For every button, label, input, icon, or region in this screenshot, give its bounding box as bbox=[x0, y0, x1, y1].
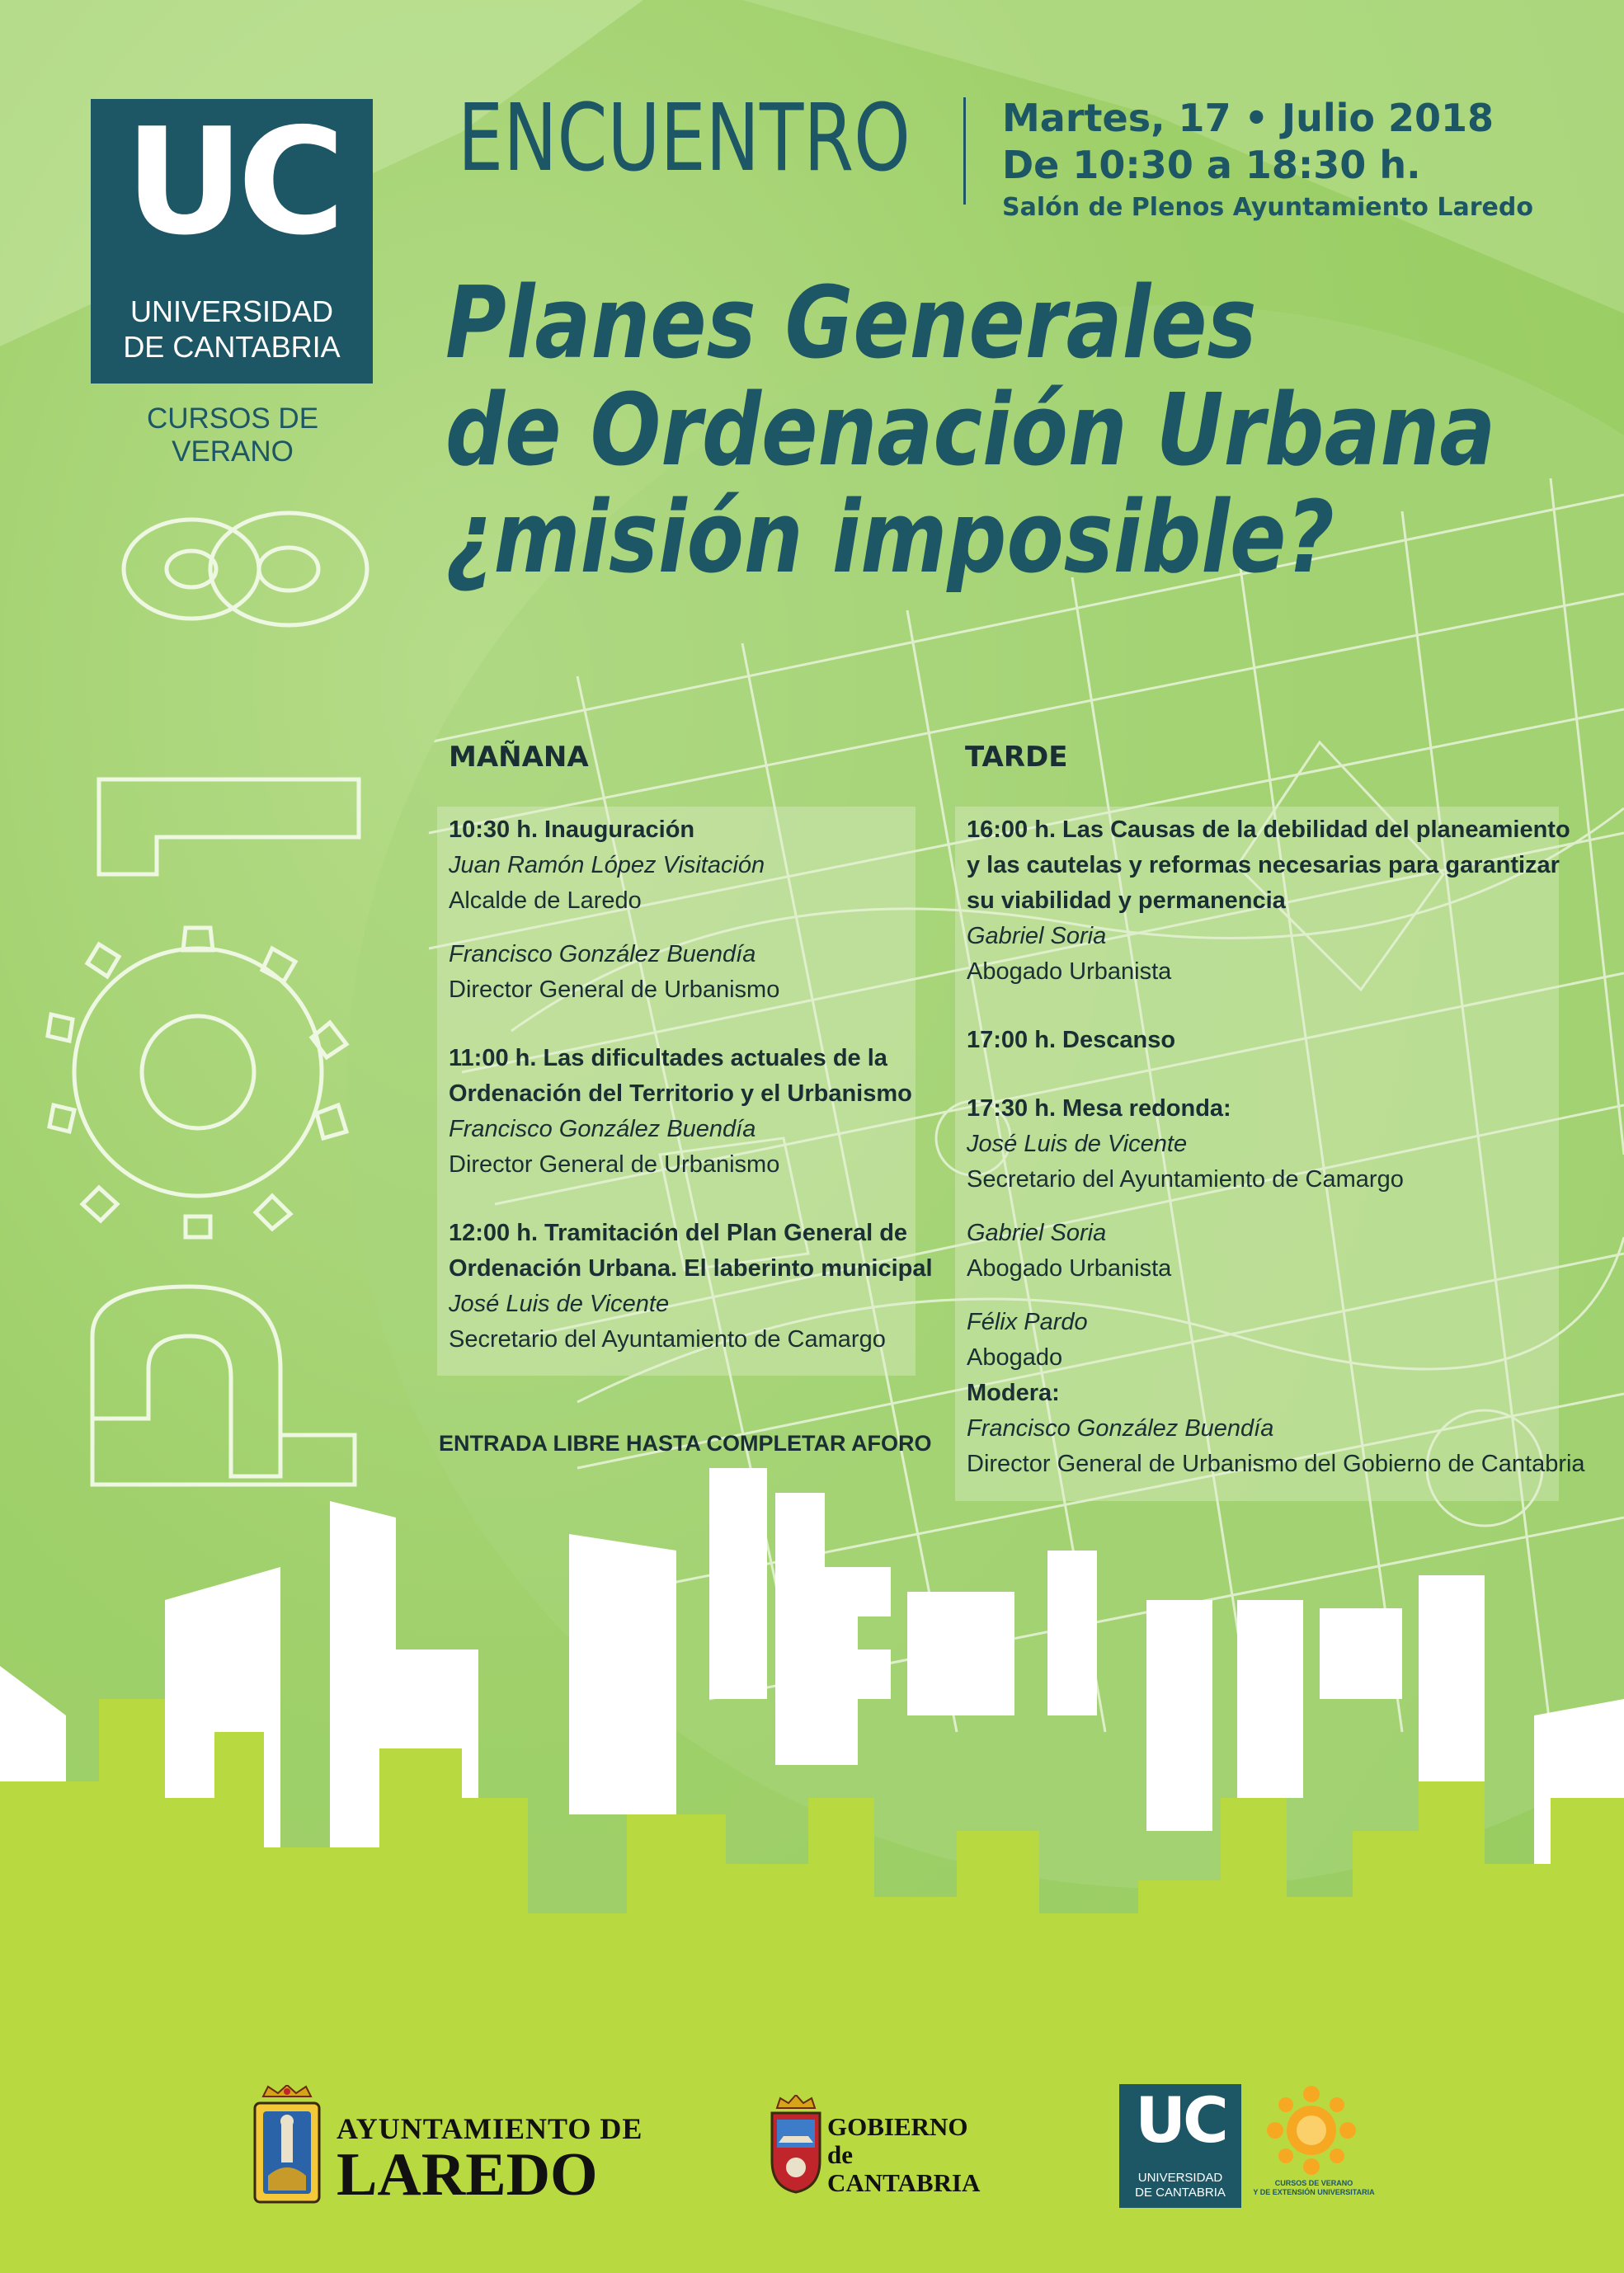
gob-line3: CANTABRIA bbox=[827, 2168, 981, 2197]
speaker-name: Gabriel Soria bbox=[967, 1220, 1107, 1246]
gob-line2: de bbox=[827, 2140, 853, 2169]
session-title: 17:00 h. Descanso bbox=[967, 1027, 1176, 1053]
uc-logo bbox=[91, 96, 373, 384]
event-venue: Salón de Plenos Ayuntamiento Laredo bbox=[1002, 193, 1533, 222]
sun-logo-icon bbox=[1254, 2082, 1369, 2180]
morning-heading: MAÑANA bbox=[449, 741, 589, 774]
uc-footer-line1: UNIVERSIDAD bbox=[1137, 2171, 1223, 2185]
session-title: Ordenación del Territorio y el Urbanismo bbox=[449, 1080, 912, 1107]
session-title: 16:00 h. Las Causas de la debilidad del planeamiento bbox=[967, 816, 1570, 843]
speaker-name: Gabriel Soria bbox=[967, 923, 1107, 949]
uc-footer-logo bbox=[1119, 2084, 1241, 2208]
uc-logo-letters: UC bbox=[125, 96, 339, 267]
speaker-role: Abogado Urbanista bbox=[967, 1255, 1172, 1282]
sun-caption-line1: CURSOS DE VERANO bbox=[1274, 2179, 1353, 2187]
speaker-role: Alcalde de Laredo bbox=[449, 887, 642, 914]
moderator-role: Director General de Urbanismo del Gobierno de Cantabria bbox=[967, 1451, 1585, 1477]
event-details bbox=[1002, 95, 1533, 227]
session-title: Ordenación Urbana. El laberinto municipal bbox=[449, 1255, 933, 1282]
event-date: Martes, 17 • Julio 2018 bbox=[1002, 96, 1495, 140]
uc-logo-name-line2: DE CANTABRIA bbox=[123, 330, 341, 364]
session-title: 12:00 h. Tramitación del Plan General de bbox=[449, 1220, 908, 1246]
cantabria-wordmark bbox=[827, 2113, 980, 2197]
laredo-wordmark bbox=[337, 2111, 643, 2209]
sun-caption-line2: Y DE EXTENSIÓN UNIVERSITARIA bbox=[1253, 2188, 1375, 2196]
moderator-label: Modera: bbox=[967, 1380, 1060, 1406]
afternoon-heading: TARDE bbox=[965, 741, 1068, 774]
uc-logo-subtitle: CURSOS DE VERANO bbox=[146, 402, 319, 468]
speaker-role: Abogado Urbanista bbox=[967, 958, 1172, 985]
speaker-name: José Luis de Vicente bbox=[449, 1291, 670, 1317]
speaker-name: José Luis de Vicente bbox=[967, 1131, 1188, 1157]
uc-footer-line2: DE CANTABRIA bbox=[1135, 2186, 1226, 2200]
session-title: su viabilidad y permanencia bbox=[967, 887, 1286, 914]
speaker-name: Félix Pardo bbox=[967, 1309, 1088, 1335]
speaker-role: Director General de Urbanismo bbox=[449, 1151, 780, 1178]
afternoon-schedule bbox=[967, 812, 1585, 1482]
speaker-name: Juan Ramón López Visitación bbox=[449, 852, 765, 878]
event-time: De 10:30 a 18:30 h. bbox=[1002, 143, 1421, 187]
speaker-role: Secretario del Ayuntamiento de Camargo bbox=[967, 1166, 1404, 1193]
entry-note: ENTRADA LIBRE HASTA COMPLETAR AFORO bbox=[439, 1431, 932, 1456]
title-line: de Ordenación Urbana bbox=[445, 374, 1496, 488]
laredo-coat-of-arms-icon bbox=[252, 2085, 322, 2209]
speaker-role: Abogado bbox=[967, 1344, 1063, 1371]
cantabria-coat-of-arms-icon bbox=[767, 2095, 825, 2194]
speaker-name: Francisco González Buendía bbox=[449, 1116, 756, 1142]
session-title: 11:00 h. Las dificultades actuales de la bbox=[449, 1045, 887, 1071]
year-outline bbox=[48, 513, 367, 1485]
morning-schedule bbox=[449, 812, 933, 1358]
header-divider bbox=[963, 97, 966, 205]
uc-logo-name-line1: UNIVERSIDAD bbox=[129, 294, 334, 328]
event-type: ENCUENTRO bbox=[458, 85, 911, 192]
speaker-role: Secretario del Ayuntamiento de Camargo bbox=[449, 1326, 886, 1353]
sun-logo-caption bbox=[1244, 2179, 1384, 2197]
speaker-role: Director General de Urbanismo bbox=[449, 976, 780, 1003]
gob-line1: GOBIERNO bbox=[827, 2112, 968, 2141]
session-title: 10:30 h. Inauguración bbox=[449, 816, 695, 843]
uc-footer-letters: UC bbox=[1135, 2083, 1226, 2157]
session-title: 17:30 h. Mesa redonda: bbox=[967, 1095, 1231, 1122]
event-title bbox=[445, 266, 1624, 595]
laredo-line1: AYUNTAMIENTO DE bbox=[337, 2112, 643, 2145]
speaker-name: Francisco González Buendía bbox=[449, 941, 756, 967]
laredo-line2: LAREDO bbox=[337, 2141, 598, 2209]
moderator-name: Francisco González Buendía bbox=[967, 1415, 1274, 1442]
title-line: ¿misión imposible? bbox=[445, 481, 1335, 595]
session-title: y las cautelas y reformas necesarias para garantizar bbox=[967, 852, 1560, 878]
title-line: Planes Generales bbox=[445, 266, 1257, 381]
